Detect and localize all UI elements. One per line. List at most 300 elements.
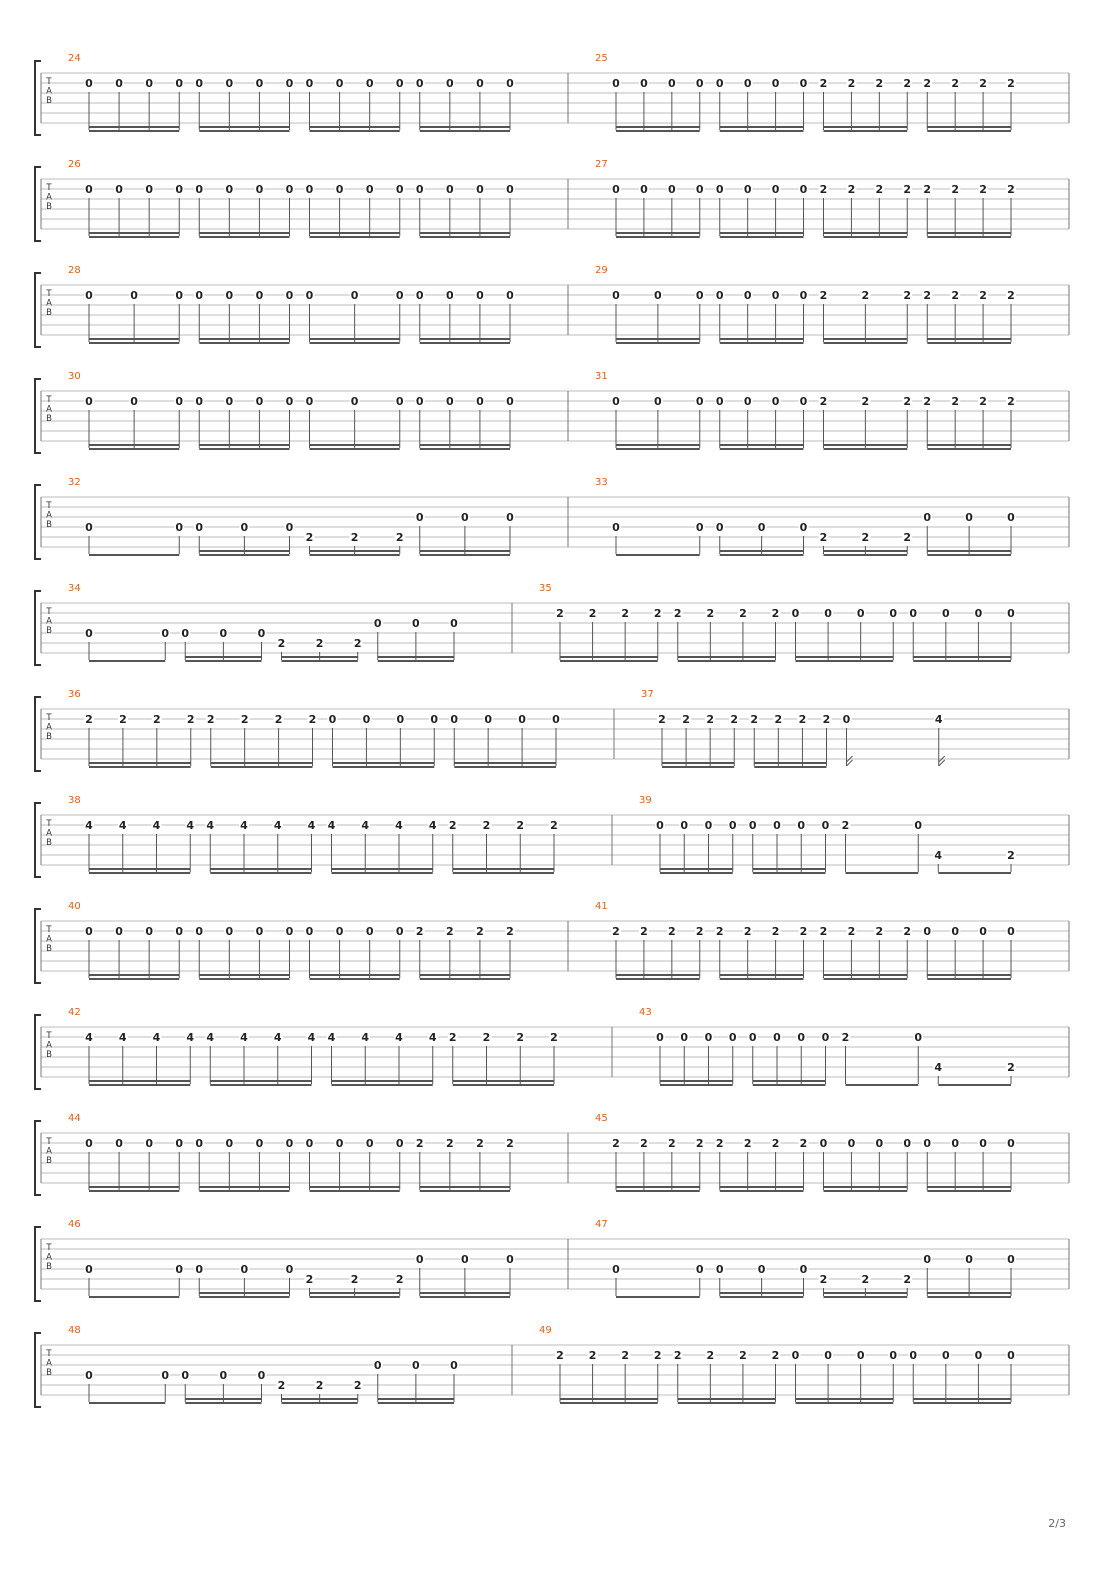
beam bbox=[310, 448, 400, 450]
fret-number: 2 bbox=[274, 713, 283, 726]
fret-number: 0 bbox=[395, 395, 404, 408]
fret-number: 0 bbox=[773, 1031, 781, 1044]
beam bbox=[420, 236, 510, 238]
beam bbox=[660, 868, 733, 870]
fret-number: 0 bbox=[255, 183, 264, 196]
fret-number: 0 bbox=[875, 1137, 884, 1150]
fret-number: 0 bbox=[446, 395, 454, 408]
beam bbox=[927, 338, 1011, 340]
fret-number: 0 bbox=[612, 77, 620, 90]
beam bbox=[720, 130, 804, 132]
beam bbox=[927, 550, 1011, 552]
beam bbox=[332, 1080, 433, 1082]
fret-number: 2 bbox=[673, 1349, 682, 1362]
fret-number: 0 bbox=[350, 289, 359, 302]
fret-number: 4 bbox=[152, 1031, 161, 1044]
beam bbox=[310, 236, 400, 238]
fret-number: 0 bbox=[285, 77, 294, 90]
system-bracket bbox=[35, 909, 41, 983]
fret-number: 2 bbox=[951, 183, 959, 196]
fret-number: 2 bbox=[743, 925, 752, 938]
fret-number: 0 bbox=[942, 607, 950, 620]
fret-number: 0 bbox=[799, 395, 808, 408]
beam bbox=[310, 126, 400, 128]
beam bbox=[333, 762, 435, 764]
fret-number: 2 bbox=[621, 1349, 629, 1362]
fret-number: 0 bbox=[195, 77, 204, 90]
beam bbox=[678, 660, 776, 662]
beam bbox=[89, 660, 165, 662]
fret-number: 0 bbox=[305, 925, 314, 938]
beam bbox=[282, 1398, 358, 1400]
beam bbox=[913, 656, 1011, 658]
fret-number: 0 bbox=[395, 289, 404, 302]
fret-number: 0 bbox=[305, 183, 314, 196]
fret-number: 0 bbox=[396, 713, 405, 726]
beam bbox=[89, 868, 190, 870]
system-bracket bbox=[35, 1121, 41, 1195]
beam bbox=[824, 1292, 908, 1294]
fret-number: 0 bbox=[974, 607, 983, 620]
fret-number: 0 bbox=[195, 925, 204, 938]
fret-number: 0 bbox=[791, 1349, 800, 1362]
fret-number: 2 bbox=[771, 607, 780, 620]
fret-number: 0 bbox=[415, 511, 424, 524]
beam bbox=[720, 342, 804, 344]
fret-number: 0 bbox=[85, 925, 93, 938]
fret-number: 2 bbox=[819, 1273, 828, 1286]
beam bbox=[616, 978, 700, 980]
fret-number: 0 bbox=[771, 395, 780, 408]
fret-number: 0 bbox=[335, 183, 344, 196]
measure-number: 30 bbox=[68, 371, 81, 382]
fret-number: 4 bbox=[186, 1031, 195, 1044]
fret-number: 0 bbox=[395, 1137, 404, 1150]
beam bbox=[720, 126, 804, 128]
measure-number: 46 bbox=[68, 1219, 81, 1230]
fret-number: 0 bbox=[799, 77, 808, 90]
fret-number: 0 bbox=[856, 607, 865, 620]
beam bbox=[453, 1084, 554, 1086]
fret-number: 0 bbox=[85, 289, 93, 302]
fret-number: 0 bbox=[695, 289, 704, 302]
beam bbox=[210, 1080, 311, 1082]
beam bbox=[332, 872, 433, 874]
fret-number: 0 bbox=[285, 183, 294, 196]
tab-clef-letter: A bbox=[46, 1040, 52, 1051]
system-bracket bbox=[35, 61, 41, 135]
fret-number: 0 bbox=[656, 819, 664, 832]
beam bbox=[616, 1186, 700, 1188]
beam bbox=[420, 978, 510, 980]
fret-number: 0 bbox=[195, 521, 204, 534]
fret-number: 2 bbox=[350, 531, 359, 544]
fret-number: 2 bbox=[353, 637, 362, 650]
fret-number: 0 bbox=[350, 395, 359, 408]
beam bbox=[927, 1190, 1011, 1192]
fret-number: 0 bbox=[799, 183, 808, 196]
fret-number: 0 bbox=[446, 289, 454, 302]
beam bbox=[927, 126, 1011, 128]
tab-clef-letter: A bbox=[46, 1358, 52, 1369]
fret-number: 0 bbox=[175, 1263, 184, 1276]
beam bbox=[420, 550, 510, 552]
fret-number: 0 bbox=[446, 183, 454, 196]
fret-number: 2 bbox=[979, 395, 987, 408]
flag bbox=[847, 756, 853, 766]
fret-number: 0 bbox=[748, 1031, 757, 1044]
beam bbox=[89, 232, 179, 234]
fret-number: 2 bbox=[1007, 77, 1015, 90]
fret-number: 2 bbox=[819, 183, 828, 196]
beam bbox=[199, 1292, 289, 1294]
fret-number: 0 bbox=[909, 607, 918, 620]
beam bbox=[754, 766, 826, 768]
tab-clef-letter: A bbox=[46, 510, 52, 521]
fret-number: 2 bbox=[923, 289, 932, 302]
beam bbox=[720, 550, 804, 552]
fret-number: 2 bbox=[695, 1137, 704, 1150]
fret-number: 0 bbox=[328, 713, 337, 726]
tab-clef-letter: B bbox=[46, 202, 52, 212]
fret-number: 4 bbox=[186, 819, 195, 832]
fret-number: 0 bbox=[942, 1349, 950, 1362]
beam bbox=[199, 338, 289, 340]
fret-number: 0 bbox=[395, 925, 404, 938]
fret-number: 0 bbox=[415, 77, 424, 90]
system-bracket bbox=[35, 273, 41, 347]
beam bbox=[89, 974, 179, 976]
fret-number: 0 bbox=[175, 289, 184, 302]
fret-number: 2 bbox=[588, 607, 597, 620]
measure-number: 38 bbox=[68, 795, 81, 806]
fret-number: 0 bbox=[476, 183, 484, 196]
fret-number: 0 bbox=[415, 289, 424, 302]
beam bbox=[616, 232, 700, 234]
fret-number: 2 bbox=[1007, 395, 1015, 408]
beam bbox=[210, 872, 311, 874]
fret-number: 0 bbox=[654, 289, 662, 302]
fret-number: 2 bbox=[861, 1273, 870, 1286]
fret-number: 0 bbox=[715, 521, 724, 534]
beam bbox=[660, 1084, 733, 1086]
measure-number: 41 bbox=[595, 901, 608, 912]
fret-number: 0 bbox=[365, 77, 374, 90]
fret-number: 0 bbox=[430, 713, 439, 726]
fret-number: 2 bbox=[668, 925, 676, 938]
tab-clef-letter: T bbox=[46, 607, 52, 617]
fret-number: 0 bbox=[821, 819, 830, 832]
fret-number: 2 bbox=[903, 395, 912, 408]
fret-number: 0 bbox=[335, 925, 344, 938]
tab-clef-letter: A bbox=[46, 298, 52, 309]
beam bbox=[420, 448, 510, 450]
beam bbox=[420, 126, 510, 128]
fret-number: 0 bbox=[85, 1263, 93, 1276]
beam bbox=[720, 978, 804, 980]
fret-number: 0 bbox=[821, 1031, 830, 1044]
fret-number: 2 bbox=[85, 713, 93, 726]
beam bbox=[420, 1292, 510, 1294]
measure-number: 40 bbox=[68, 901, 81, 912]
tab-clef-letter: A bbox=[46, 934, 52, 945]
measure-number: 44 bbox=[68, 1113, 81, 1124]
fret-number: 2 bbox=[516, 819, 525, 832]
fret-number: 2 bbox=[415, 925, 424, 938]
beam bbox=[453, 872, 554, 874]
beam bbox=[420, 444, 510, 446]
fret-number: 2 bbox=[903, 531, 912, 544]
tab-clef-letter: T bbox=[46, 713, 52, 723]
fret-number: 2 bbox=[923, 395, 932, 408]
fret-number: 2 bbox=[861, 531, 870, 544]
fret-number: 0 bbox=[668, 183, 676, 196]
beam bbox=[753, 872, 826, 874]
fret-number: 4 bbox=[395, 1031, 403, 1044]
fret-number: 2 bbox=[186, 713, 195, 726]
beam bbox=[453, 1080, 554, 1082]
tab-clef-letter: T bbox=[46, 501, 52, 511]
fret-number: 0 bbox=[668, 77, 676, 90]
fret-number: 2 bbox=[715, 1137, 724, 1150]
beam bbox=[927, 1186, 1011, 1188]
fret-number: 2 bbox=[819, 395, 828, 408]
tab-clef-letter: B bbox=[46, 414, 52, 424]
measure-number: 45 bbox=[595, 1113, 608, 1124]
beam bbox=[560, 1402, 658, 1404]
fret-number: 0 bbox=[799, 521, 808, 534]
flag bbox=[939, 756, 945, 766]
tab-clef-letter: B bbox=[46, 96, 52, 106]
fret-number: 0 bbox=[145, 183, 153, 196]
fret-number: 0 bbox=[195, 289, 204, 302]
fret-number: 4 bbox=[85, 819, 93, 832]
beam bbox=[927, 236, 1011, 238]
fret-number: 4 bbox=[934, 713, 943, 726]
fret-number: 4 bbox=[273, 819, 282, 832]
fret-number: 2 bbox=[476, 925, 484, 938]
beam bbox=[927, 232, 1011, 234]
fret-number: 2 bbox=[819, 289, 828, 302]
fret-number: 2 bbox=[516, 1031, 525, 1044]
fret-number: 0 bbox=[654, 395, 662, 408]
beam bbox=[89, 338, 179, 340]
beam bbox=[199, 1186, 289, 1188]
fret-number: 2 bbox=[979, 183, 987, 196]
fret-number: 0 bbox=[923, 925, 932, 938]
system bbox=[35, 583, 1069, 665]
fret-number: 0 bbox=[373, 1359, 382, 1372]
beam bbox=[824, 550, 908, 552]
fret-number: 0 bbox=[257, 627, 266, 640]
fret-number: 4 bbox=[240, 1031, 248, 1044]
beam bbox=[846, 1084, 919, 1086]
fret-number: 0 bbox=[704, 819, 713, 832]
measure-number: 26 bbox=[68, 159, 81, 170]
fret-number: 2 bbox=[308, 713, 317, 726]
beam bbox=[616, 126, 700, 128]
beam bbox=[720, 1296, 804, 1298]
fret-number: 2 bbox=[640, 1137, 648, 1150]
fret-number: 0 bbox=[85, 1369, 93, 1382]
fret-number: 2 bbox=[506, 1137, 514, 1150]
fret-number: 4 bbox=[206, 1031, 215, 1044]
fret-number: 0 bbox=[773, 819, 781, 832]
beam bbox=[927, 130, 1011, 132]
fret-number: 4 bbox=[327, 819, 336, 832]
tab-clef-letter: A bbox=[46, 616, 52, 627]
fret-number: 2 bbox=[658, 713, 666, 726]
beam bbox=[310, 974, 400, 976]
fret-number: 0 bbox=[115, 925, 123, 938]
beam bbox=[310, 1292, 400, 1294]
fret-number: 0 bbox=[450, 713, 459, 726]
fret-number: 2 bbox=[951, 289, 959, 302]
measure-number: 24 bbox=[68, 53, 81, 64]
beam bbox=[753, 1080, 826, 1082]
fret-number: 0 bbox=[145, 77, 153, 90]
system bbox=[35, 1007, 1069, 1089]
fret-number: 0 bbox=[965, 511, 973, 524]
fret-number: 0 bbox=[225, 77, 234, 90]
fret-number: 2 bbox=[903, 289, 912, 302]
fret-number: 0 bbox=[715, 395, 724, 408]
fret-number: 2 bbox=[640, 925, 648, 938]
fret-number: 2 bbox=[861, 289, 870, 302]
system-bracket bbox=[35, 1015, 41, 1089]
beam bbox=[89, 762, 191, 764]
fret-number: 0 bbox=[365, 925, 374, 938]
beam bbox=[796, 1398, 894, 1400]
beam bbox=[89, 126, 179, 128]
fret-number: 0 bbox=[85, 521, 93, 534]
beam bbox=[185, 656, 261, 658]
fret-number: 2 bbox=[1007, 289, 1015, 302]
fret-number: 0 bbox=[743, 77, 752, 90]
beam bbox=[89, 872, 190, 874]
fret-number: 2 bbox=[822, 713, 831, 726]
beam bbox=[89, 1402, 165, 1404]
fret-number: 4 bbox=[428, 1031, 437, 1044]
tab-clef-letter: B bbox=[46, 732, 52, 742]
beam bbox=[420, 232, 510, 234]
beam bbox=[824, 978, 908, 980]
fret-number: 4 bbox=[307, 819, 316, 832]
fret-number: 0 bbox=[612, 183, 620, 196]
beam bbox=[824, 232, 908, 234]
beam bbox=[660, 1080, 733, 1082]
fret-number: 2 bbox=[799, 1137, 808, 1150]
beam bbox=[824, 130, 908, 132]
fret-number: 0 bbox=[365, 183, 374, 196]
fret-number: 0 bbox=[612, 395, 620, 408]
beam bbox=[616, 130, 700, 132]
system bbox=[35, 371, 1069, 453]
fret-number: 0 bbox=[175, 395, 184, 408]
fret-number: 2 bbox=[771, 1349, 780, 1362]
measure-number: 47 bbox=[595, 1219, 608, 1230]
tab-clef-letter: T bbox=[46, 289, 52, 299]
fret-number: 0 bbox=[715, 183, 724, 196]
fret-number: 0 bbox=[130, 289, 138, 302]
fret-number: 2 bbox=[819, 77, 828, 90]
fret-number: 2 bbox=[1007, 849, 1015, 862]
fret-number: 0 bbox=[255, 925, 264, 938]
fret-number: 2 bbox=[1007, 183, 1015, 196]
fret-number: 2 bbox=[556, 607, 564, 620]
fret-number: 2 bbox=[1007, 1061, 1015, 1074]
beam bbox=[185, 1402, 261, 1404]
fret-number: 0 bbox=[415, 183, 424, 196]
fret-number: 0 bbox=[704, 1031, 713, 1044]
fret-number: 2 bbox=[739, 607, 747, 620]
fret-number: 0 bbox=[415, 1253, 424, 1266]
tab-clef-letter: B bbox=[46, 838, 52, 848]
fret-number: 0 bbox=[240, 1263, 249, 1276]
fret-number: 0 bbox=[175, 77, 184, 90]
beam bbox=[89, 1080, 190, 1082]
beam bbox=[616, 236, 700, 238]
beam bbox=[720, 974, 804, 976]
tab-clef-letter: A bbox=[46, 86, 52, 97]
fret-number: 2 bbox=[415, 1137, 424, 1150]
fret-number: 2 bbox=[903, 1273, 912, 1286]
fret-number: 0 bbox=[305, 289, 314, 302]
fret-number: 2 bbox=[556, 1349, 564, 1362]
beam bbox=[282, 1402, 358, 1404]
beam bbox=[420, 342, 510, 344]
beam bbox=[199, 1296, 289, 1298]
fret-number: 0 bbox=[161, 1369, 170, 1382]
fret-number: 0 bbox=[757, 1263, 766, 1276]
fret-number: 0 bbox=[195, 1137, 204, 1150]
beam bbox=[310, 338, 400, 340]
fret-number: 0 bbox=[85, 627, 93, 640]
fret-number: 0 bbox=[255, 1137, 264, 1150]
tab-clef-letter: A bbox=[46, 404, 52, 415]
beam bbox=[453, 868, 554, 870]
fret-number: 2 bbox=[798, 713, 807, 726]
fret-number: 0 bbox=[612, 521, 620, 534]
fret-number: 2 bbox=[446, 1137, 454, 1150]
system bbox=[35, 1325, 1069, 1407]
fret-number: 2 bbox=[506, 925, 514, 938]
fret-number: 0 bbox=[909, 1349, 918, 1362]
fret-number: 2 bbox=[482, 819, 491, 832]
beam bbox=[89, 1186, 179, 1188]
system-bracket bbox=[35, 379, 41, 453]
beam bbox=[199, 974, 289, 976]
beam bbox=[753, 868, 826, 870]
fret-number: 0 bbox=[362, 713, 371, 726]
fret-number: 0 bbox=[285, 925, 294, 938]
fret-number: 0 bbox=[305, 1137, 314, 1150]
fret-number: 2 bbox=[448, 819, 457, 832]
beam bbox=[796, 660, 894, 662]
fret-number: 2 bbox=[305, 1273, 314, 1286]
beam bbox=[378, 1402, 454, 1404]
fret-number: 0 bbox=[450, 1359, 458, 1372]
beam bbox=[754, 762, 826, 764]
tab-clef-letter: T bbox=[46, 1349, 52, 1359]
beam bbox=[927, 974, 1011, 976]
fret-number: 0 bbox=[195, 395, 204, 408]
fret-number: 2 bbox=[875, 925, 884, 938]
beam bbox=[310, 444, 400, 446]
fret-number: 2 bbox=[951, 77, 959, 90]
fret-number: 2 bbox=[923, 183, 932, 196]
beam bbox=[199, 978, 289, 980]
